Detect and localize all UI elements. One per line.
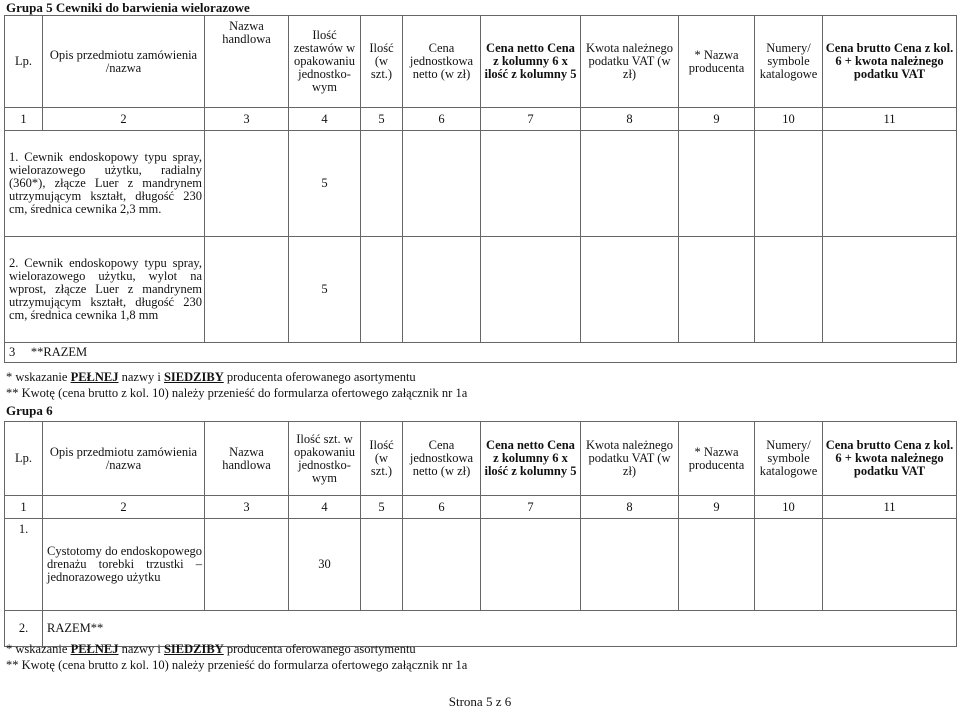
quantity-cell: 30 <box>289 519 361 611</box>
header-catalog-numbers: Numery/ symbole katalogowe <box>755 16 823 108</box>
col-number: 3 <box>205 108 289 131</box>
catalog-cell <box>755 237 823 343</box>
unit-price-cell <box>403 519 481 611</box>
col-number: 2 <box>43 108 205 131</box>
gross-price-cell <box>823 519 957 611</box>
group5-header-row <box>5 16 957 108</box>
net-price-cell <box>481 519 581 611</box>
header-producer: * Nazwa producenta <box>679 16 755 108</box>
total-lp: 3 <box>9 345 16 359</box>
group6-column-numbers <box>5 496 957 519</box>
group6-table <box>4 421 957 647</box>
header-unit-price-net: Cena jednostkowa netto (w zł) <box>403 16 481 108</box>
total-label: RAZEM** <box>43 611 957 647</box>
total-label: **RAZEM <box>30 345 88 359</box>
vat-cell <box>581 131 679 237</box>
quantity-szt-cell <box>361 237 403 343</box>
producer-cell <box>679 519 755 611</box>
producer-cell <box>679 131 755 237</box>
table-row <box>5 519 957 611</box>
item-description: 1. Cewnik endoskopowy typu spray, wielorazowego użytku, radialny (360*), złącze Luer z mandrynem utrzymującym kształt, długość 230 cm, średnica cewnika 2,3 mm. <box>5 131 205 237</box>
item-lp: 1. <box>5 519 43 611</box>
col-number: 9 <box>679 496 755 519</box>
header-description: Opis przedmiotu zamówienia /nazwa <box>43 16 205 108</box>
col-number: 4 <box>289 496 361 519</box>
catalog-cell <box>755 519 823 611</box>
group6-title: Grupa 6 <box>6 403 53 418</box>
header-vat-amount: Kwota należnego podatku VAT (w zł) <box>581 16 679 108</box>
total-row-cell <box>5 343 957 363</box>
group6-header-row <box>5 422 957 496</box>
header-description: Opis przedmiotu zamówienia /nazwa <box>43 422 205 496</box>
header-trade-name: Nazwa handlowa <box>205 16 289 108</box>
header-producer: * Nazwa producenta <box>679 422 755 496</box>
gross-price-cell <box>823 131 957 237</box>
vat-cell <box>581 237 679 343</box>
header-catalog-numbers: Numery/ symbole katalogowe <box>755 422 823 496</box>
trade-name-cell <box>205 519 289 611</box>
group5-table <box>4 15 957 363</box>
header-net-price: Cena netto Cena z kolumny 6 x ilość z kolumny 5 <box>481 16 581 108</box>
quantity-szt-cell <box>361 519 403 611</box>
page-footer: Strona 5 z 6 <box>448 694 512 709</box>
unit-price-cell <box>403 131 481 237</box>
note-producer: * wskazanie PEŁNEJ nazwy i SIEDZIBY producenta oferowanego asortymentu <box>6 642 416 656</box>
quantity-szt-cell <box>361 131 403 237</box>
header-vat-amount: Kwota należnego podatku VAT (w zł) <box>581 422 679 496</box>
unit-price-cell <box>403 237 481 343</box>
col-number: 8 <box>581 108 679 131</box>
note-amount: ** Kwotę (cena brutto z kol. 10) należy przenieść do formularza ofertowego załącznik nr 1a <box>6 386 468 400</box>
catalog-cell <box>755 131 823 237</box>
col-number: 4 <box>289 108 361 131</box>
header-lp: Lp. <box>5 16 43 108</box>
col-number: 2 <box>43 496 205 519</box>
group5-title: Grupa 5 Cewniki do barwienia wielorazowe <box>6 0 250 15</box>
col-number: 11 <box>823 108 957 131</box>
header-quantity: Ilość (w szt.) <box>361 16 403 108</box>
header-net-price: Cena netto Cena z kolumny 6 x ilość z kolumny 5 <box>481 422 581 496</box>
col-number: 8 <box>581 496 679 519</box>
item-description: Cystotomy do endoskopowego drenażu torebki trzustki – jednorazowego użytku <box>43 519 205 611</box>
header-unit-price-net: Cena jednostkowa netto (w zł) <box>403 422 481 496</box>
header-sets-per-pack: Ilość zestawów w opakowaniu jednostko-wym <box>289 16 361 108</box>
producer-cell <box>679 237 755 343</box>
header-gross-price: Cena brutto Cena z kol. 6 + kwota należnego podatku VAT <box>823 16 957 108</box>
col-number: 1 <box>5 108 43 131</box>
header-trade-name: Nazwa handlowa <box>205 422 289 496</box>
gross-price-cell <box>823 237 957 343</box>
table-row <box>5 131 957 237</box>
col-number: 1 <box>5 496 43 519</box>
col-number: 5 <box>361 108 403 131</box>
header-quantity: Ilość (w szt.) <box>361 422 403 496</box>
col-number: 9 <box>679 108 755 131</box>
col-number: 6 <box>403 108 481 131</box>
col-number: 11 <box>823 496 957 519</box>
table-row <box>5 237 957 343</box>
trade-name-cell <box>205 237 289 343</box>
header-lp: Lp. <box>5 422 43 496</box>
header-gross-price: Cena brutto Cena z kol. 6 + kwota należnego podatku VAT <box>823 422 957 496</box>
vat-cell <box>581 519 679 611</box>
net-price-cell <box>481 131 581 237</box>
note-producer: * wskazanie PEŁNEJ nazwy i SIEDZIBY producenta oferowanego asortymentu <box>6 370 416 384</box>
header-pieces-per-pack: Ilość szt. w opakowaniu jednostko-wym <box>289 422 361 496</box>
col-number: 7 <box>481 496 581 519</box>
total-lp: 2. <box>5 611 43 647</box>
col-number: 7 <box>481 108 581 131</box>
group5-column-numbers <box>5 108 957 131</box>
col-number: 10 <box>755 108 823 131</box>
quantity-cell: 5 <box>289 131 361 237</box>
col-number: 6 <box>403 496 481 519</box>
quantity-cell: 5 <box>289 237 361 343</box>
col-number: 5 <box>361 496 403 519</box>
net-price-cell <box>481 237 581 343</box>
col-number: 10 <box>755 496 823 519</box>
group5-total-row <box>5 343 957 363</box>
col-number: 3 <box>205 496 289 519</box>
trade-name-cell <box>205 131 289 237</box>
page-total: 6 <box>504 694 512 709</box>
note-amount: ** Kwotę (cena brutto z kol. 10) należy przenieść do formularza ofertowego załącznik nr 1a <box>6 658 468 672</box>
item-description: 2. Cewnik endoskopowy typu spray, wielorazowego użytku, wylot na wprost, złącze Luer z mandrynem utrzymującym kształt, długość 230 cm, średnica cewnika 1,8 mm <box>5 237 205 343</box>
page-number: 5 <box>485 694 493 709</box>
